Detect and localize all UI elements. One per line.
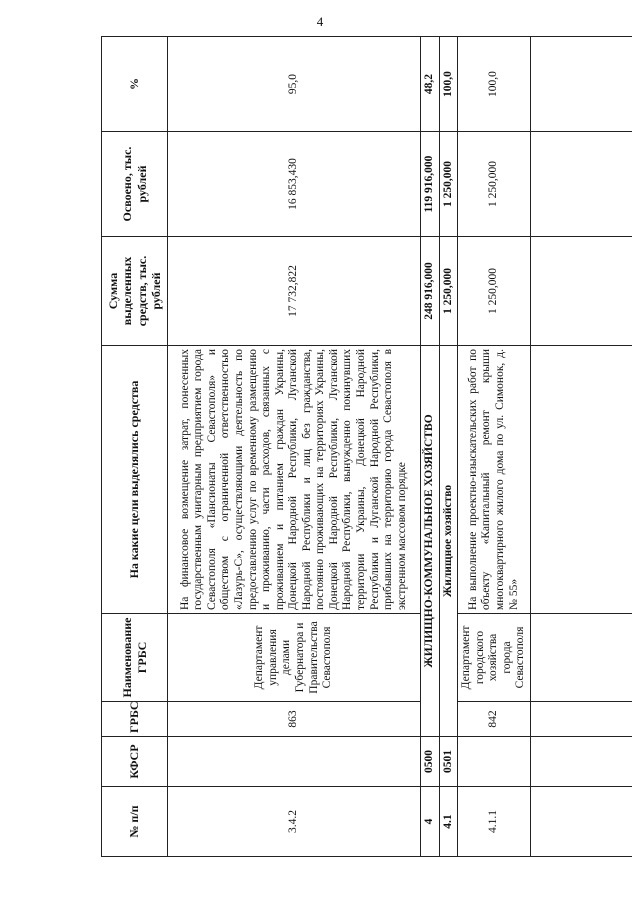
- row-allocated: 1 250,000: [439, 237, 458, 346]
- row-spent: 119 916,000: [421, 132, 440, 237]
- table-row-continuation: [530, 37, 632, 857]
- row-kfsr: 0500: [421, 737, 440, 787]
- row-allocated: 17 732,822: [168, 237, 421, 346]
- row-purpose: На выполнение проектно-изыскательских работ по объекту «Капитальный ремонт крыши многоквартирного жилого дома по ул. Симонок, д. № 55»: [458, 346, 531, 614]
- row-spent: 16 853,430: [168, 132, 421, 237]
- row-kfsr: [168, 737, 421, 787]
- row-grbs: 863: [168, 702, 421, 737]
- row-num: 4.1: [439, 787, 458, 857]
- empty-cell: [530, 614, 632, 702]
- subsection-title: Жилищное хозяйство: [439, 346, 458, 737]
- section-title: ЖИЛИЩНО-КОММУНАЛЬНОЕ ХОЗЯЙСТВО: [421, 346, 440, 737]
- header-allocated: Сумма выделенных средств, тыс. рублей: [102, 237, 168, 346]
- table-header-row: [102, 37, 168, 857]
- row-spent: 1 250,000: [439, 132, 458, 237]
- row-num: 4.1.1: [458, 787, 531, 857]
- row-allocated: 1 250,000: [458, 237, 531, 346]
- header-purpose: На какие цели выделялись средства: [102, 346, 168, 614]
- header-spent: Освоено, тыс. рублей: [102, 132, 168, 237]
- header-num: № п/п: [102, 787, 168, 857]
- empty-cell: [530, 346, 632, 614]
- header-kfsr: КФСР: [102, 737, 168, 787]
- table-row: [168, 37, 421, 857]
- budget-table: [101, 36, 632, 857]
- row-grbs-name: Департамент управления делами Губернатора и Правительства Севастополя: [168, 614, 421, 702]
- row-percent: 100,0: [439, 37, 458, 132]
- rotated-table-container: [101, 37, 632, 857]
- row-purpose: На финансовое возмещение затрат, понесенных государственным унитарным предприятием города Севастополя «Пансионаты Севастополя» и обществом с ограниченной ответственностью «Лазурь-С», осуществляющими деятельность по предоставлению услуг по временному размещению и проживанию, части расходов, связанных с проживанием и питанием граждан Украины, Донецкой Народной Республики, Луганской Народной Республики и лиц без гражданства, постоянно проживающих на территориях Украины, Донецкой Народной Республики, Луганской Народной Республики, вынужденно покинувших территории Украины, Донецкой Народной Республики и Луганской Народной Республики, прибывших на территорию города Севастополя в экстренном массовом порядке: [168, 346, 421, 614]
- row-allocated: 248 916,000: [421, 237, 440, 346]
- row-kfsr: 0501: [439, 737, 458, 787]
- row-grbs: 842: [458, 702, 531, 737]
- empty-cell: [530, 37, 632, 132]
- header-grbs: ГРБС: [102, 702, 168, 737]
- row-num: 4: [421, 787, 440, 857]
- page-number: 4: [316, 14, 324, 29]
- table-row: [458, 37, 531, 857]
- empty-cell: [530, 237, 632, 346]
- header-percent: %: [102, 37, 168, 132]
- empty-cell: [530, 702, 632, 737]
- row-percent: 95,0: [168, 37, 421, 132]
- table-row-subsection: [439, 37, 458, 857]
- row-grbs-name: Департамент городского хозяйства города Севастополя: [458, 614, 531, 702]
- row-spent: 1 250,000: [458, 132, 531, 237]
- row-percent: 48,2: [421, 37, 440, 132]
- empty-cell: [530, 737, 632, 787]
- row-num: 3.4.2: [168, 787, 421, 857]
- row-percent: 100,0: [458, 37, 531, 132]
- empty-cell: [530, 787, 632, 857]
- empty-cell: [530, 132, 632, 237]
- row-kfsr: [458, 737, 531, 787]
- header-grbs-name: Наименование ГРБС: [102, 614, 168, 702]
- table-row-section: [421, 37, 440, 857]
